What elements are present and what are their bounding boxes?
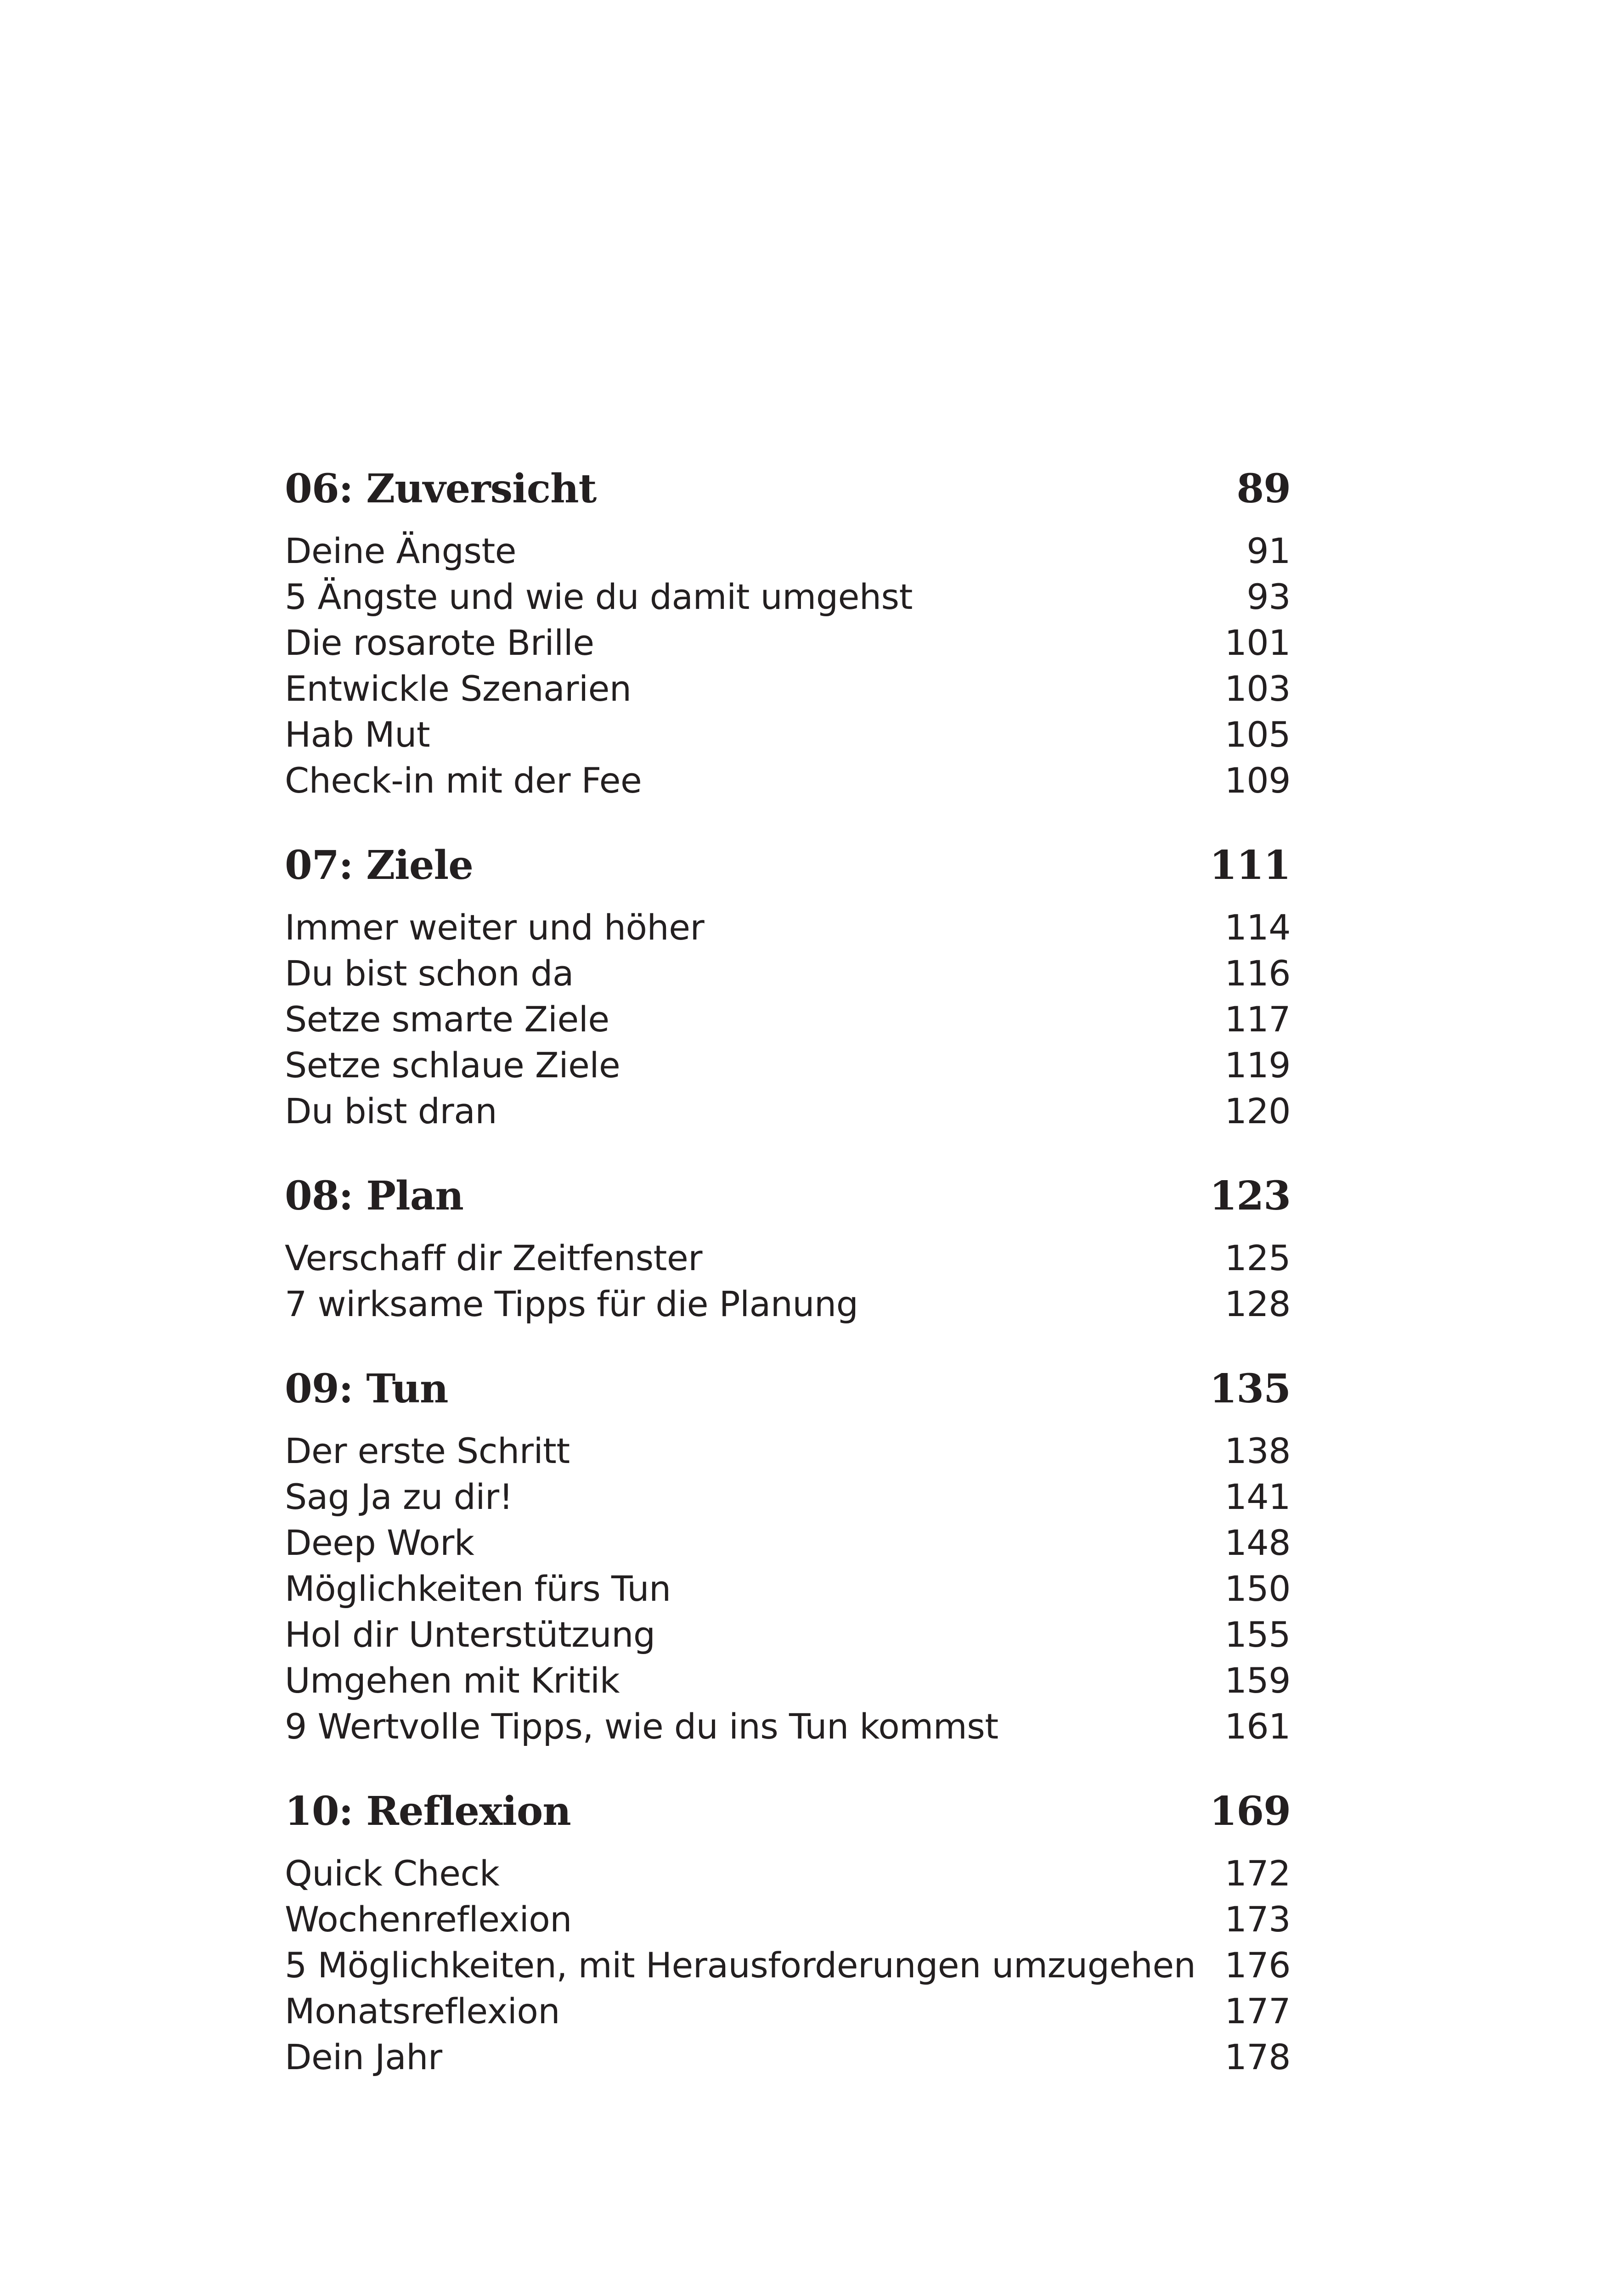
chapter-entries [285,1428,1291,1750]
chapter-heading [285,827,1291,905]
entry-page-number: 177 [1224,1991,1291,2032]
chapter-title: 08: Plan [285,1173,463,1219]
toc-entry [285,1088,1291,1134]
chapter-10 [285,1773,1291,2080]
entry-page-number: 101 [1224,622,1291,663]
chapter-heading [285,1350,1291,1428]
toc-entry [285,1566,1291,1612]
chapter-06 [285,450,1291,804]
entry-page-number: 159 [1224,1660,1291,1701]
entry-title: 9 Wertvolle Tipps, wie du ins Tun kommst [285,1706,998,1747]
entry-page-number: 178 [1224,2037,1291,2077]
entry-title: Dein Jahr [285,2037,442,2077]
toc-entry [285,712,1291,758]
toc-entry [285,574,1291,620]
entry-title: Deep Work [285,1522,474,1563]
entry-page-number: 109 [1224,760,1291,801]
entry-title: Möglichkeiten fürs Tun [285,1568,671,1609]
chapter-entries [285,528,1291,804]
toc-entry [285,996,1291,1042]
toc-entry [285,1704,1291,1750]
entry-page-number: 105 [1224,714,1291,755]
entry-title: Immer weiter und höher [285,907,705,948]
toc-entry [285,951,1291,996]
toc-entry [285,1658,1291,1704]
chapter-title: 07: Ziele [285,842,473,889]
toc-entry [285,666,1291,712]
entry-title: Monatsreflexion [285,1991,560,2032]
chapter-07 [285,827,1291,1134]
entry-page-number: 138 [1224,1430,1291,1471]
chapter-title: 06: Zuversicht [285,466,597,512]
chapter-page-number: 89 [1236,466,1291,512]
entry-page-number: 91 [1246,530,1291,571]
chapter-08 [285,1157,1291,1327]
toc-entry [285,1942,1291,1988]
entry-page-number: 119 [1224,1045,1291,1086]
entry-title: Der erste Schritt [285,1430,570,1471]
chapter-page-number: 169 [1209,1788,1291,1835]
toc-entry [285,528,1291,574]
entry-title: Check-in mit der Fee [285,760,642,801]
entry-title: Du bist schon da [285,953,574,994]
entry-title: Quick Check [285,1853,500,1894]
entry-title: Wochenreflexion [285,1899,572,1940]
entry-page-number: 172 [1224,1853,1291,1894]
chapter-title: 10: Reflexion [285,1788,571,1835]
entry-title: Sag Ja zu dir! [285,1476,513,1517]
toc-entry [285,1851,1291,1896]
entry-page-number: 148 [1224,1522,1291,1563]
chapter-page-number: 135 [1209,1366,1291,1412]
entry-title: 7 wirksame Tipps für die Planung [285,1283,858,1324]
chapter-entries [285,1235,1291,1327]
toc-entry [285,1612,1291,1658]
entry-page-number: 161 [1224,1706,1291,1747]
entry-page-number: 116 [1224,953,1291,994]
entry-title: Die rosarote Brille [285,622,594,663]
entry-title: Hab Mut [285,714,430,755]
entry-title: 5 Möglichkeiten, mit Herausforderungen umzugehen [285,1945,1196,1986]
toc-entry [285,1281,1291,1327]
entry-page-number: 128 [1224,1283,1291,1324]
chapter-page-number: 111 [1209,842,1291,889]
entry-page-number: 155 [1224,1614,1291,1655]
entry-title: Entwickle Szenarien [285,668,632,709]
toc-entry [285,1042,1291,1088]
toc-entry [285,1988,1291,2034]
chapter-entries [285,1851,1291,2080]
entry-page-number: 141 [1224,1476,1291,1517]
toc-entry [285,1235,1291,1281]
entry-page-number: 125 [1224,1238,1291,1278]
toc-entry [285,2034,1291,2080]
toc-entry [285,758,1291,804]
entry-title: Setze schlaue Ziele [285,1045,620,1086]
entry-page-number: 103 [1224,668,1291,709]
chapter-page-number: 123 [1209,1173,1291,1219]
entry-page-number: 117 [1224,999,1291,1040]
chapter-heading [285,450,1291,528]
chapter-entries [285,905,1291,1134]
chapter-heading [285,1773,1291,1851]
table-of-contents [285,450,1291,2080]
toc-entry [285,1520,1291,1566]
toc-entry [285,905,1291,951]
entry-page-number: 93 [1246,576,1291,617]
chapter-title: 09: Tun [285,1366,448,1412]
entry-title: Umgehen mit Kritik [285,1660,620,1701]
entry-title: Hol dir Unterstützung [285,1614,655,1655]
toc-entry [285,620,1291,666]
entry-page-number: 120 [1224,1091,1291,1131]
entry-title: Verschaff dir Zeitfenster [285,1238,702,1278]
toc-entry [285,1896,1291,1942]
entry-page-number: 114 [1224,907,1291,948]
toc-entry [285,1428,1291,1474]
toc-entry [285,1474,1291,1520]
entry-title: Setze smarte Ziele [285,999,609,1040]
entry-page-number: 150 [1224,1568,1291,1609]
chapter-09 [285,1350,1291,1750]
entry-page-number: 176 [1224,1945,1291,1986]
chapter-heading [285,1157,1291,1235]
entry-page-number: 173 [1224,1899,1291,1940]
entry-title: 5 Ängste und wie du damit umgehst [285,576,913,617]
entry-title: Du bist dran [285,1091,497,1131]
entry-title: Deine Ängste [285,530,517,571]
